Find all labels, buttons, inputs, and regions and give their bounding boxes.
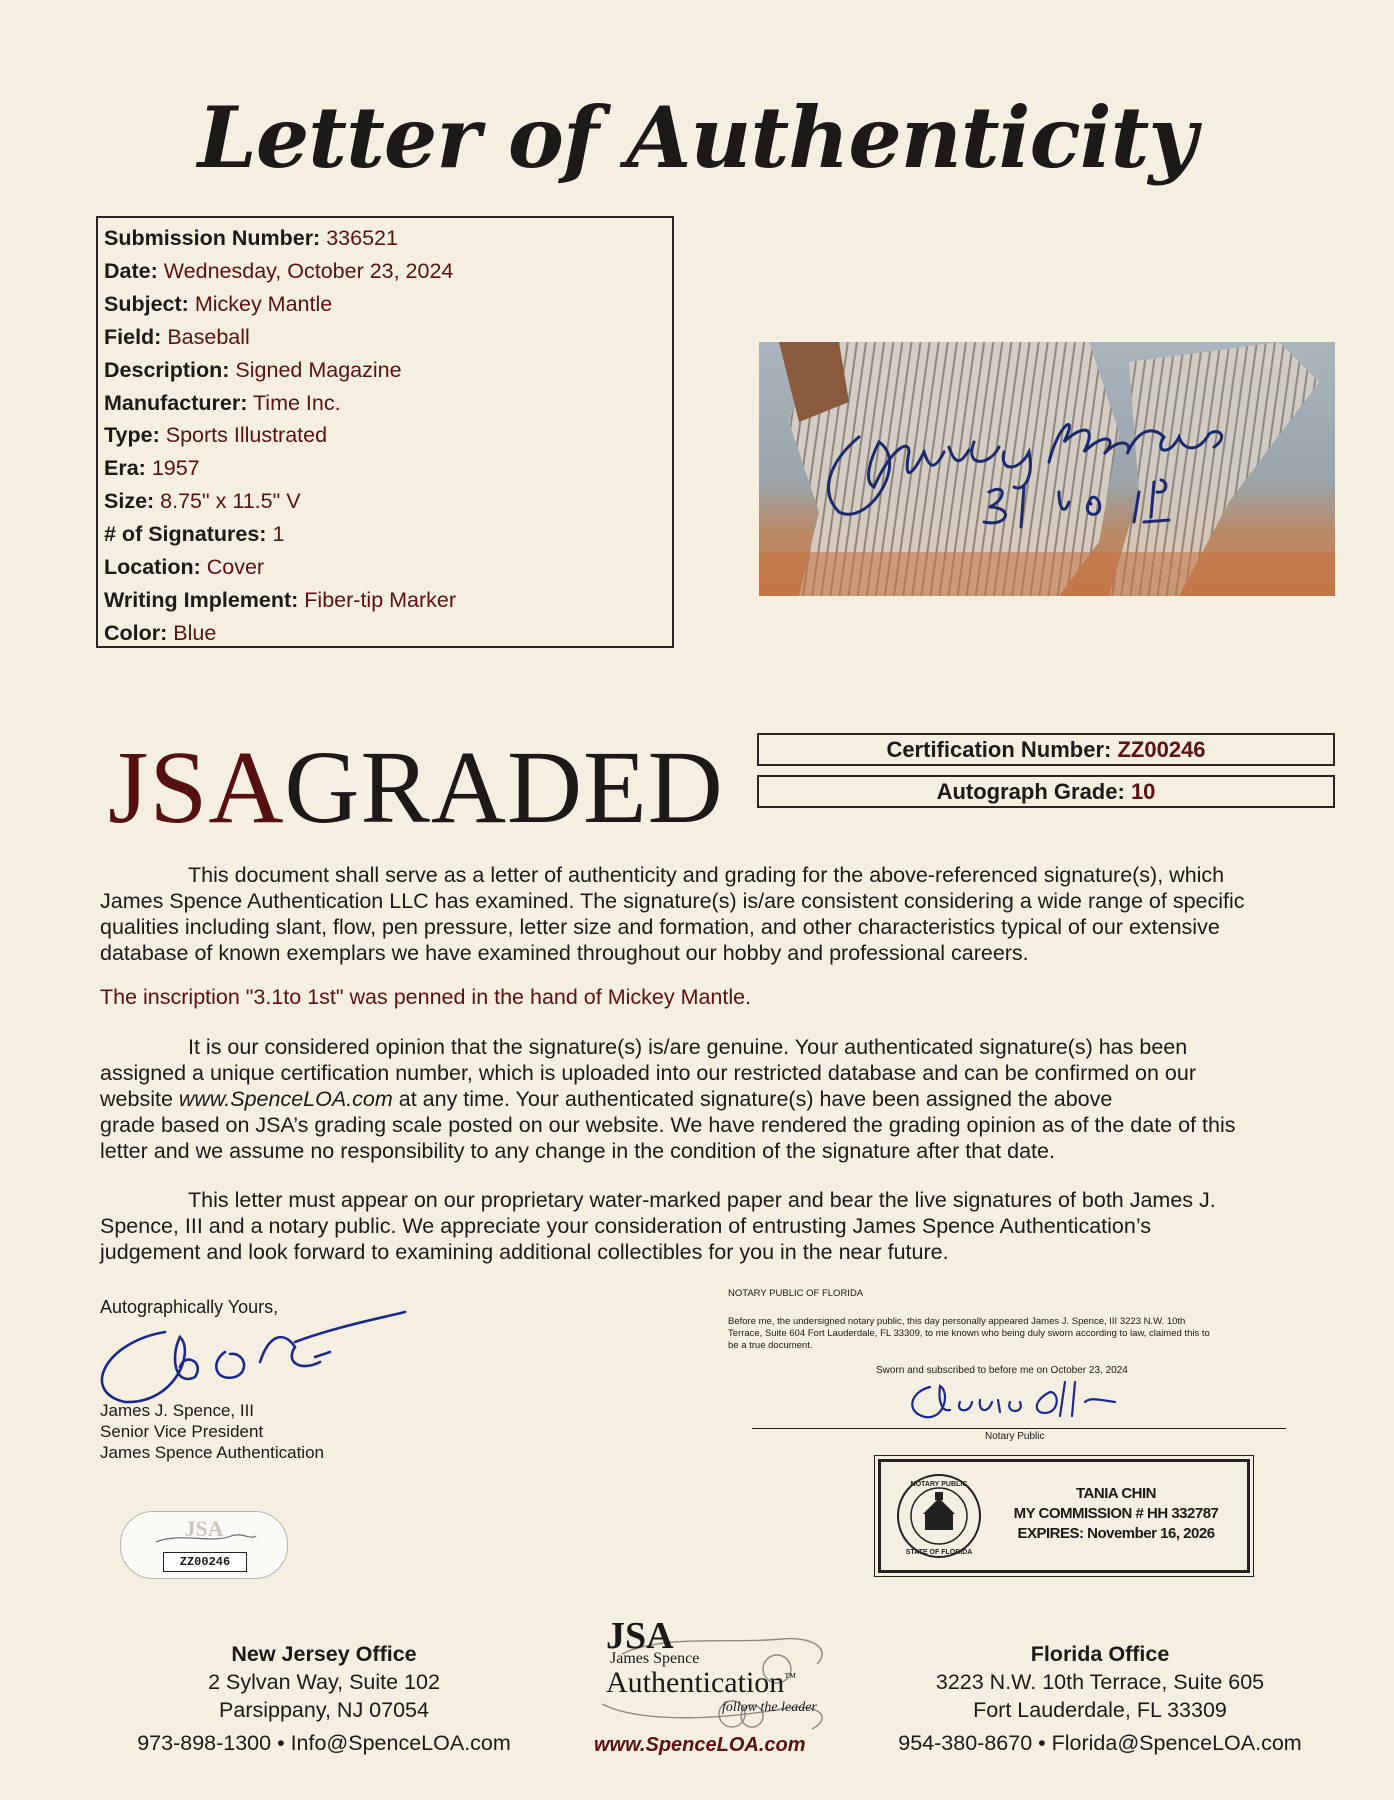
notary-signature [900,1372,1150,1428]
detail-row [104,255,666,288]
detail-value: Baseball [167,324,250,349]
detail-label: Size: [104,489,155,514]
seal-text [991,1484,1241,1544]
certification-label: Certification Number: [886,737,1112,762]
detail-row [104,354,666,387]
body-line: database of known exemplars we have examined throughout our hobby and professional careers. [100,941,1029,965]
logo-authentication: Authentication™ [606,1666,797,1699]
paragraph-opinion [100,1034,1340,1164]
nj-office-heading: New Jersey Office [231,1642,417,1666]
detail-value: 1 [272,522,285,547]
body-line: website www.SpenceLOA.com at any time. Your authenticated signature(s) have been assigned the above [100,1087,1113,1111]
detail-value: 336521 [326,226,398,250]
detail-value: Mickey Mantle [194,291,333,316]
detail-value: Fiber-tip Marker [304,587,457,612]
body-line: grade based on JSA’s grading scale posted on our website. We have rendered the grading opinion as of the date of this [100,1113,1236,1137]
notary-caption: Notary Public [985,1431,1045,1442]
detail-label: Description: [104,357,230,382]
logo-jsa: JSA [606,1615,674,1657]
graded-wordmark: GRADED [284,730,724,845]
notary-seal-stamp [878,1459,1250,1573]
detail-value: Cover [206,555,265,580]
letter-title: Letter of Authenticity [197,88,1197,187]
spence-signature [85,1292,415,1412]
detail-label: Submission Number: [104,226,321,250]
detail-label: Era: [104,456,146,481]
detail-value: Signed Magazine [235,357,402,382]
signer-company: James Spence Authentication [100,1443,324,1462]
seal-name: TANIA CHIN [1076,1485,1156,1502]
fl-address-line2: Fort Lauderdale, FL 33309 [973,1698,1227,1722]
body-line: Spence, III and a notary public. We appreciate your consideration of entrusting James Spence Authentication’s [100,1214,1151,1238]
details-box [96,216,674,648]
signer-name: James J. Spence, III [100,1401,255,1420]
detail-value: Blue [173,620,217,645]
detail-label: Location: [104,555,201,580]
svg-text:STATE OF FLORIDA: STATE OF FLORIDA [905,1549,973,1556]
detail-row [104,617,666,650]
detail-row [104,518,666,551]
detail-row [104,288,666,321]
notary-heading: NOTARY PUBLIC OF FLORIDA [728,1288,864,1299]
fl-office [868,1640,1332,1757]
closing-text: Autographically Yours, [100,1297,279,1317]
fl-address-line1: 3223 N.W. 10th Terrace, Suite 605 [935,1670,1265,1694]
detail-label: Type: [104,423,160,448]
detail-label: # of Signatures: [104,522,267,547]
website-link[interactable]: www.SpenceLOA.com [178,1087,393,1111]
body-line: judgement and look forward to examining additional collectibles for you in the near future. [100,1240,949,1264]
logo-tagline: follow the leader [722,1700,817,1715]
seal-commission: MY COMMISSION # HH 332787 [1013,1505,1219,1522]
jsa-wordmark: JSA [108,730,285,845]
detail-row [104,551,666,584]
sticker-code: ZZ00246 [163,1552,247,1572]
body-line: assigned a unique certification number, which is uploaded into our restricted database and can be confirmed on our [100,1061,1196,1085]
svg-text:NOTARY PUBLIC: NOTARY PUBLIC [910,1481,968,1488]
sticker-signature [151,1530,261,1548]
inscription-note: The inscription "3.1to 1st" was penned in the hand of Mickey Mantle. [100,985,752,1009]
detail-value: Wednesday, October 23, 2024 [163,258,454,283]
notary-signature-line [752,1428,1286,1429]
grade-value: 10 [1130,779,1156,804]
detail-label: Subject: [104,291,189,316]
detail-row [104,584,666,617]
fl-contact[interactable]: 954-380-8670 • Florida@SpenceLOA.com [898,1731,1302,1755]
detail-row [104,419,666,452]
notary-statement: Before me, the undersigned notary public, this day personally appeared James J. Spence, III 3223 N.W. 10th Terrace, Suite 604 Fort Lauderdale, FL 33309, to me known who being duly sworn according to law, claimed this to be a true document. [728,1316,1210,1351]
body-line: James Spence Authentication LLC has examined. The signature(s) is/are consistent considering a wide range of specific [100,889,1245,913]
fl-office-heading: Florida Office [1030,1642,1170,1666]
detail-value: Sports Illustrated [165,423,328,448]
detail-row [104,321,666,354]
grade-label: Autograph Grade: [936,779,1125,804]
jsa-graded-logo [108,730,724,845]
detail-label: Writing Implement: [104,587,299,612]
body-line: This letter must appear on our proprietary water-marked paper and bear the live signatures of both James J. [188,1188,1216,1212]
nj-address-line1: 2 Sylvan Way, Suite 102 [208,1670,440,1694]
detail-label: Date: [104,258,158,283]
detail-row [104,485,666,518]
signed-magazine-photo [759,342,1335,596]
detail-value: 1957 [151,456,200,481]
notary-sworn-date: Sworn and subscribed to before me on October 23, 2024 [876,1365,1128,1376]
detail-value: Time Inc. [252,390,341,415]
detail-row [104,387,666,420]
body-line: letter and we assume no responsibility to any change in the condition of the signature after that date. [100,1139,1055,1163]
jsa-hologram-sticker [120,1511,288,1579]
certification-number-box [757,733,1335,766]
detail-label: Field: [104,324,162,349]
autograph-grade-box [757,775,1335,808]
body-line: This document shall serve as a letter of authenticity and grading for the above-referenced signature(s), which [188,863,1225,887]
detail-value: 8.75" x 11.5" V [160,489,301,514]
seal-expires: EXPIRES: November 16, 2026 [1017,1525,1215,1542]
nj-address-line2: Parsippany, NJ 07054 [219,1698,429,1722]
signer-block [100,1400,324,1463]
logo-url[interactable]: www.SpenceLOA.com [594,1734,806,1756]
detail-label: Color: [104,620,168,645]
signer-role: Senior Vice President [100,1422,264,1441]
nj-office [94,1640,554,1757]
body-line: qualities including slant, flow, pen pressure, letter size and formation, and other characteristics typical of our extensive [100,915,1220,939]
jsa-authentication-logo [572,1614,852,1764]
detail-label: Manufacturer: [104,390,248,415]
body-line: It is our considered opinion that the signature(s) is/are genuine. Your authenticated signature(s) has been [188,1035,1188,1059]
certification-number: ZZ00246 [1117,737,1206,762]
logo-james-spence: James Spence [610,1650,700,1667]
paragraph-authenticity [100,862,1340,966]
detail-row [104,222,666,255]
florida-seal-icon [895,1472,983,1560]
paragraph-watermark [100,1187,1340,1265]
sticker-jsa-mark: JSA [184,1516,224,1541]
magazine-cover-image [759,342,1335,596]
detail-row [104,452,666,485]
nj-contact[interactable]: 973-898-1300 • Info@SpenceLOA.com [137,1731,511,1755]
